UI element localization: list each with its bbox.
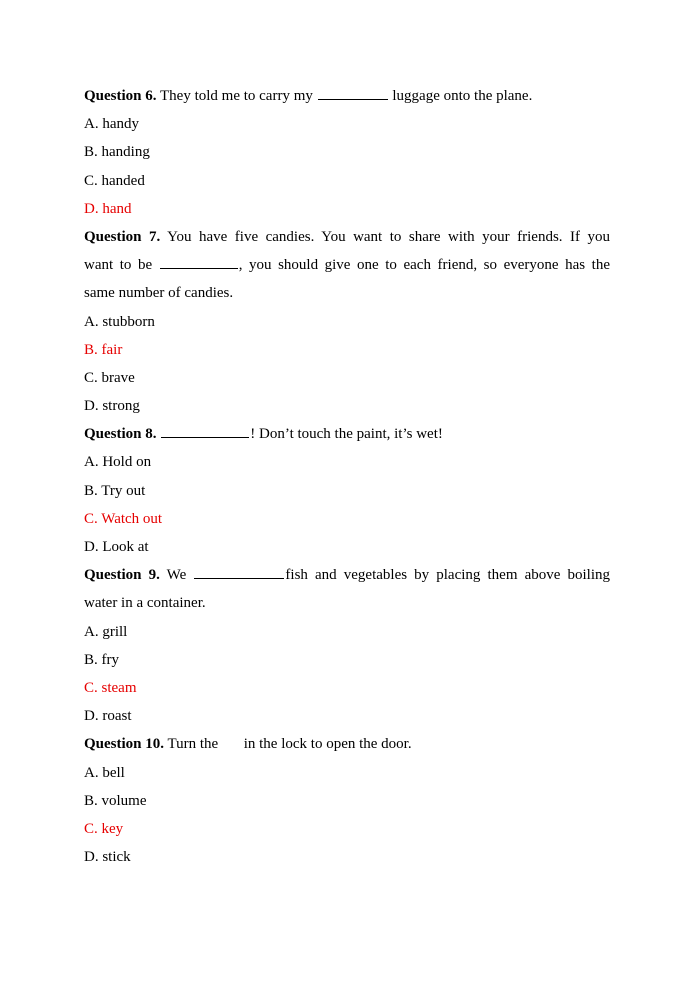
question-9-option-b: B. fry (84, 651, 119, 668)
question-8-option-c: C. Watch out (84, 510, 163, 527)
question-9-text-after: fish and vegetables by placing them above boiling (285, 567, 611, 584)
question-7-blank (160, 254, 238, 269)
question-10-text-before: Turn the (164, 736, 222, 753)
question-8-option-a: A. Hold on (84, 454, 152, 471)
question-7-text-2-after: , you should give one to each friend, so everyone has the (238, 257, 610, 274)
question-10-option-b: B. volume (84, 792, 147, 809)
question-6-option-c: C. handed (84, 172, 145, 189)
question-8-stem (84, 420, 610, 448)
question-9-option-a: A. grill (84, 623, 128, 640)
question-8-option-d: D. Look at (84, 539, 149, 555)
question-9-label: Question 9. (84, 567, 160, 584)
question-9-stem-line-1 (84, 561, 610, 589)
question-7-text-2-before: want to be (84, 257, 159, 274)
question-6-option-a: A. handy (84, 116, 139, 133)
question-9-option-d: D. roast (84, 708, 132, 725)
question-10-option-c: C. key (84, 820, 124, 837)
question-6-text-before: They told me to carry my (156, 88, 317, 104)
question-7-option-d: D. strong (84, 398, 140, 415)
question-7-stem-line-1 (84, 223, 610, 251)
question-9-text-before: We (159, 567, 194, 584)
question-10-stem (84, 730, 610, 758)
question-6-stem (84, 82, 610, 110)
question-6-blank (318, 85, 388, 100)
question-7-option-a: A. stubborn (84, 313, 155, 330)
question-6-option-b: B. handing (84, 144, 150, 161)
question-8-text-after: ! Don’t touch the paint, it’s wet! (250, 426, 443, 443)
question-7-stem-line-2 (84, 251, 610, 279)
question-10-option-a: A. bell (84, 764, 125, 781)
question-7-text-1: You have five candies. You want to share with your friends. If you (160, 228, 610, 245)
question-8-option-b: B. Try out (84, 482, 146, 499)
question-6-label: Question 6. (84, 88, 157, 104)
question-6-text-after: luggage onto the plane. (388, 88, 533, 104)
question-8-label: Question 8. (84, 426, 157, 443)
question-7-stem-line-3: same number of candies. (84, 285, 234, 302)
question-9-blank (194, 564, 284, 579)
question-10-option-d: D. stick (84, 849, 131, 866)
question-7-option-b: B. fair (84, 341, 123, 358)
question-7-option-c: C. brave (84, 369, 135, 386)
question-8-blank (161, 423, 249, 438)
question-10-label: Question 10. (84, 736, 165, 753)
worksheet-page (84, 82, 610, 871)
question-7-label: Question 7. (84, 228, 161, 245)
question-9-option-c: C. steam (84, 679, 137, 696)
question-10-text-after: in the lock to open the door. (239, 736, 412, 753)
question-9-stem-line-2: water in a container. (84, 595, 206, 612)
question-6-option-d: D. hand (84, 200, 132, 217)
